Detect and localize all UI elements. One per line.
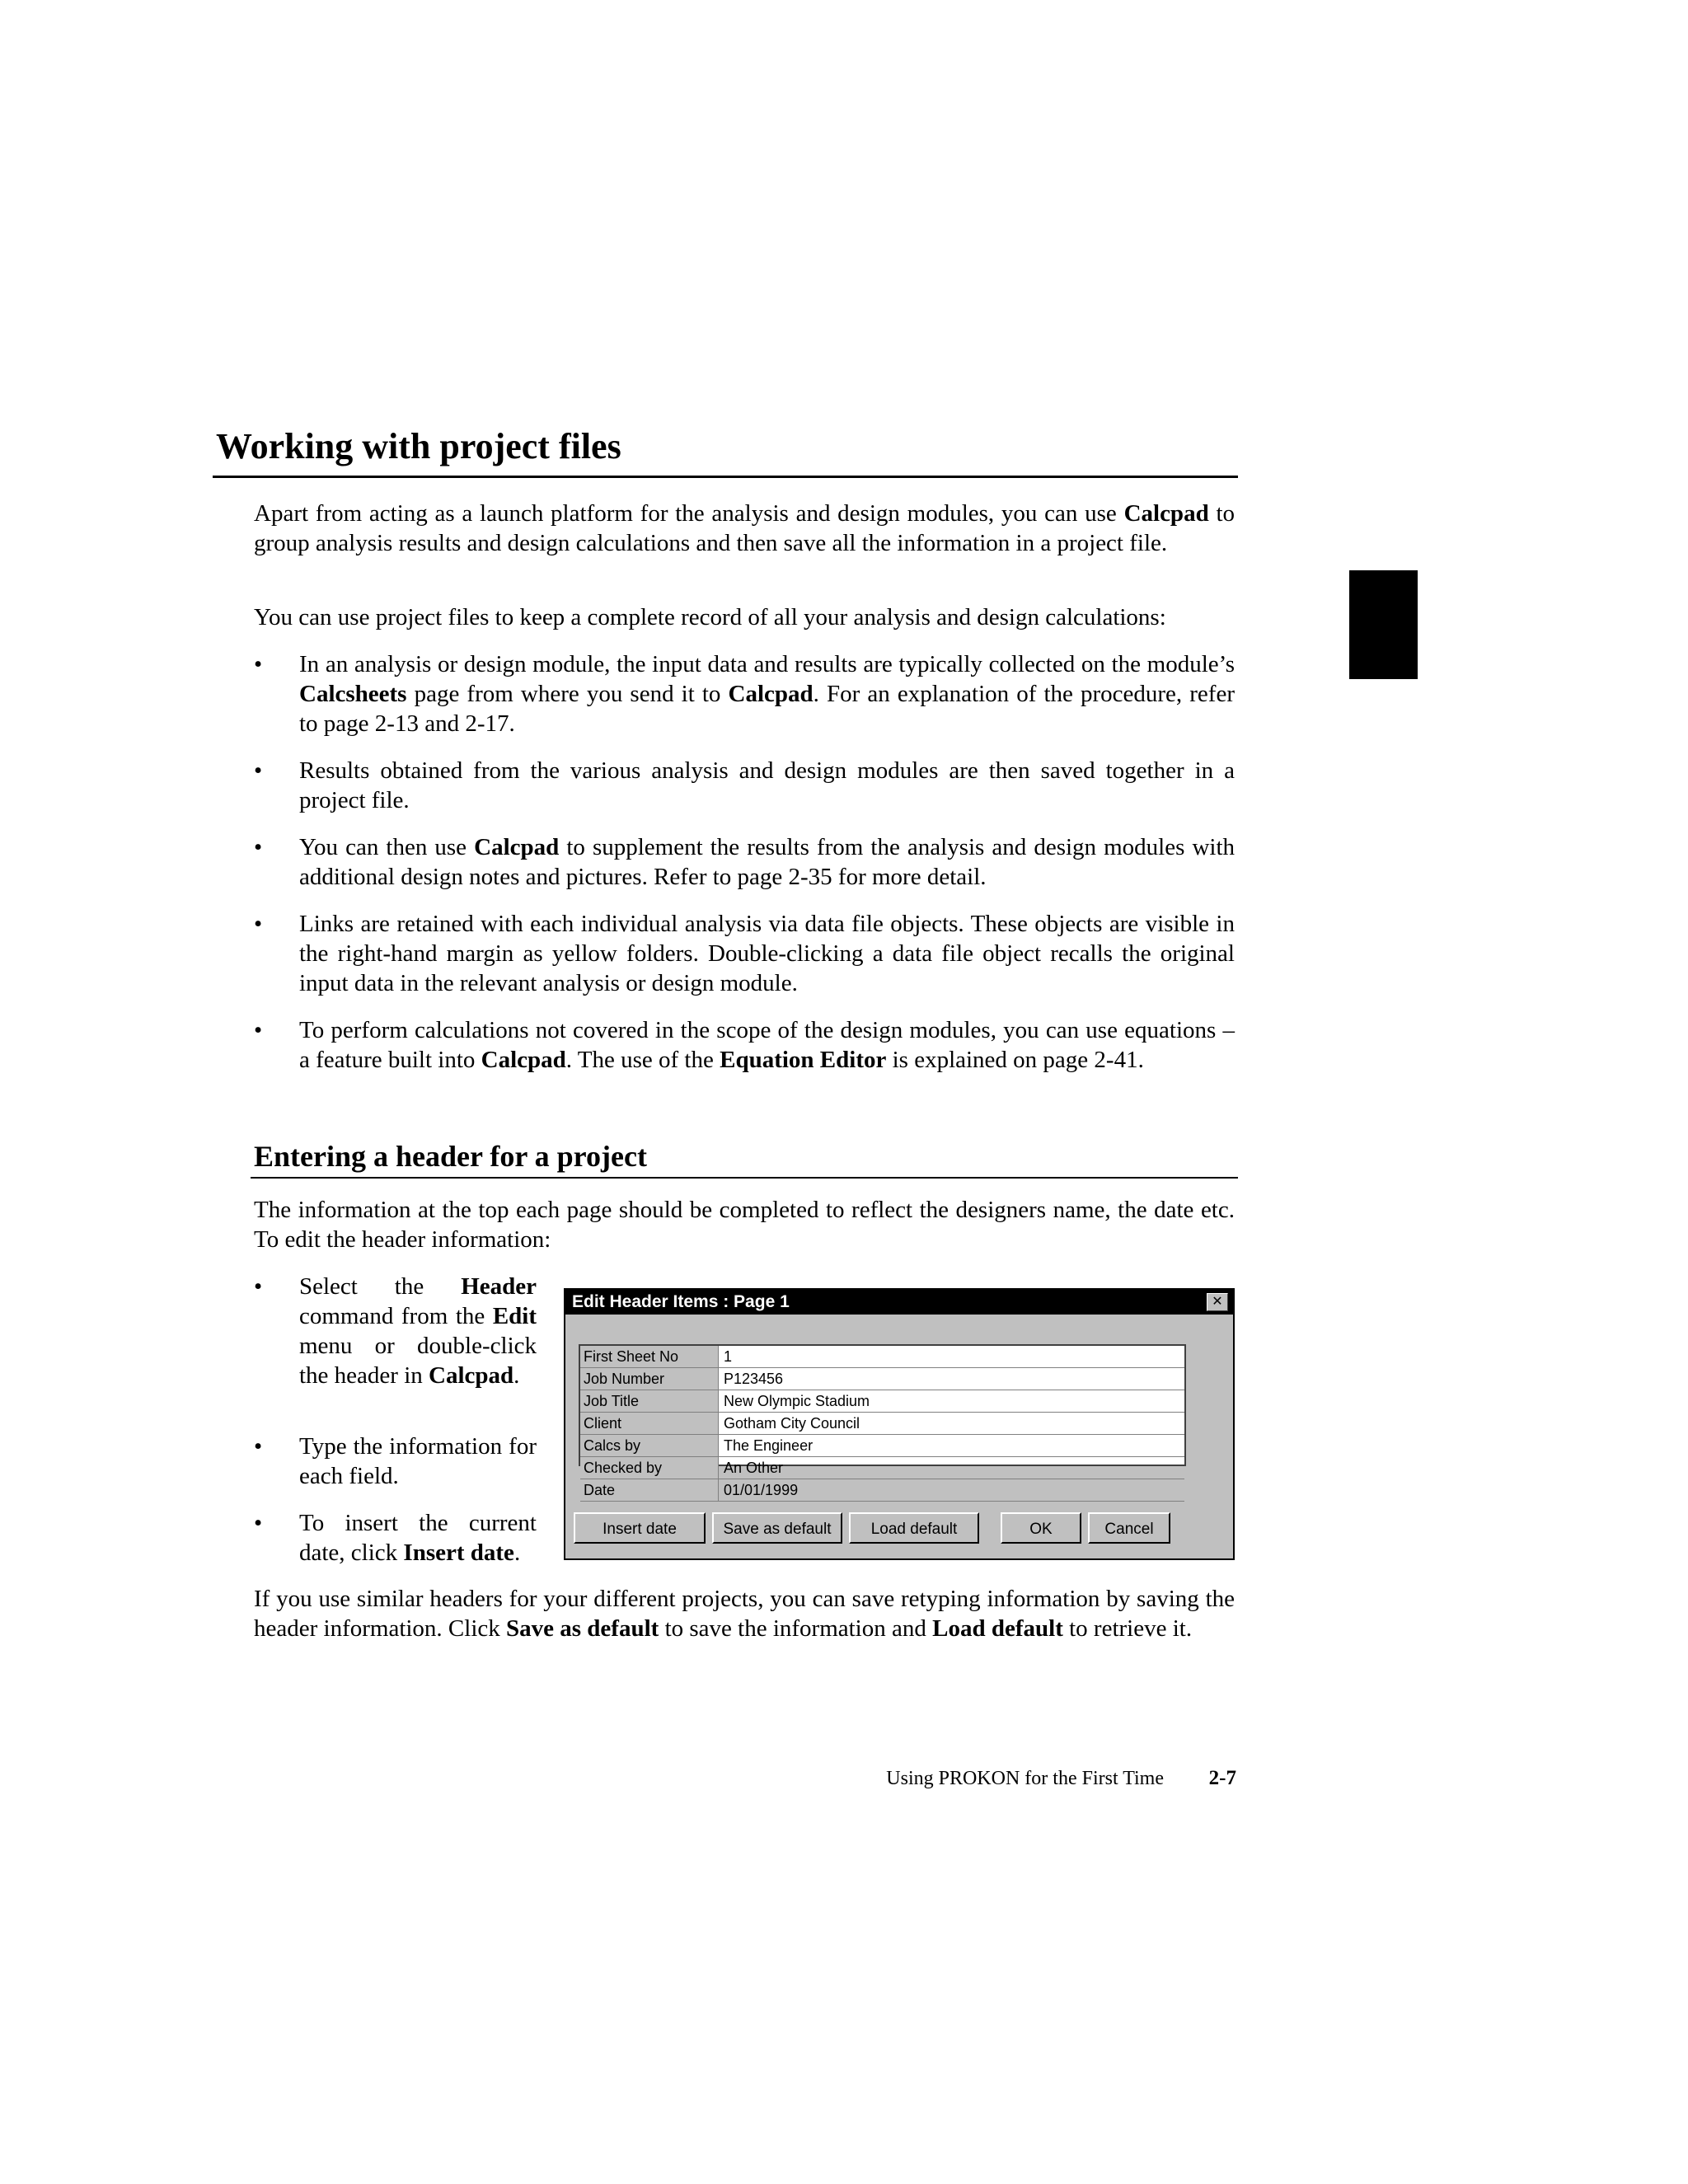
running-footer: Using PROKON for the First Time	[886, 1768, 1164, 1789]
ok-button[interactable]: OK	[1001, 1512, 1081, 1544]
section-heading: Working with project files	[216, 426, 621, 466]
table-row	[580, 1413, 1184, 1435]
intro-paragraph-2: You can use project files to keep a complete record of all your analysis and design calculations:	[254, 604, 1166, 630]
section-heading-rule	[213, 476, 1238, 478]
edit-header-dialog	[564, 1288, 1235, 1560]
bullet-glyph: •	[254, 1433, 263, 1460]
field-value-input[interactable]: New Olympic Stadium	[724, 1393, 870, 1409]
field-value-input[interactable]: 01/01/1999	[724, 1482, 799, 1498]
field-label: Date	[580, 1479, 719, 1501]
table-row	[580, 1479, 1184, 1502]
bullet-glyph: •	[254, 834, 263, 860]
intro-paragraph-1: Apart from acting as a launch platform for the analysis and design modules, you can use Calcpad to group analysis results and design calculations and then save all the information in a project file.	[254, 500, 1236, 556]
field-value-input[interactable]: An Other	[724, 1460, 784, 1476]
bullet-glyph: •	[254, 911, 263, 937]
cancel-button[interactable]: Cancel	[1088, 1512, 1170, 1544]
page-number: 2-7	[1208, 1767, 1236, 1789]
subsection-intro: The information at the top each page should be completed to reflect the designers name, the date etc. To edit the header information:	[254, 1197, 1235, 1253]
insert-date-button[interactable]: Insert date	[574, 1512, 706, 1544]
load-default-button[interactable]: Load default	[849, 1512, 979, 1544]
field-value-input[interactable]: The Engineer	[724, 1437, 814, 1454]
dialog-titlebar	[565, 1290, 1233, 1315]
bullet-glyph: •	[254, 757, 263, 784]
list-item-text: In an analysis or design module, the input data and results are typically collected on the module’s Calcsheets page from where you send it to Calcpad. For an explanation of the procedure, refer to page 2-13 and 2-17.	[299, 651, 1235, 737]
subsection-heading-rule	[251, 1177, 1238, 1179]
bullet-glyph: •	[254, 651, 263, 677]
field-value-input[interactable]: Gotham City Council	[724, 1415, 860, 1432]
field-value-input[interactable]: 1	[724, 1348, 733, 1365]
list-item-text: You can then use Calcpad to supplement the results from the analysis and design modules with additional design notes and pictures. Refer to page 2-35 for more detail.	[299, 834, 1235, 890]
table-row	[580, 1390, 1184, 1413]
field-label: Calcs by	[580, 1435, 719, 1456]
bullet-glyph: •	[254, 1510, 263, 1536]
list-item-text: To insert the current date, click Insert date.	[299, 1510, 537, 1566]
header-fields-grid	[579, 1344, 1186, 1498]
chapter-tab-marker	[1349, 570, 1418, 679]
dialog-title: Edit Header Items : Page 1	[572, 1292, 790, 1311]
subsection-heading: Entering a header for a project	[254, 1140, 647, 1173]
list-item-text: Results obtained from the various analysis and design modules are then saved together in a project file.	[299, 757, 1235, 813]
close-icon[interactable]: ✕	[1207, 1293, 1228, 1311]
field-value-input[interactable]: P123456	[724, 1371, 784, 1387]
field-label: Job Number	[580, 1368, 719, 1390]
bullet-glyph: •	[254, 1017, 263, 1043]
table-row	[580, 1457, 1184, 1479]
field-label: Checked by	[580, 1457, 719, 1479]
list-item-text: Links are retained with each individual analysis via data file objects. These objects are visible in the right-hand margin as yellow folders. Double-clicking a data file object recalls the original input data in the relevant analysis or design module.	[299, 911, 1235, 996]
save-as-default-button[interactable]: Save as default	[712, 1512, 842, 1544]
table-row	[580, 1346, 1184, 1368]
field-label: First Sheet No	[580, 1346, 719, 1367]
list-item-text: Type the information for each field.	[299, 1433, 537, 1489]
field-label: Client	[580, 1413, 719, 1434]
table-row	[580, 1368, 1184, 1390]
field-label: Job Title	[580, 1390, 719, 1412]
table-row	[580, 1435, 1184, 1457]
closing-paragraph: If you use similar headers for your different projects, you can save retyping information by saving the header information. Click Save as default to save the information and Load default to retrieve it.	[254, 1586, 1235, 1642]
list-item-text: Select the Header command from the Edit menu or double-click the header in Calcpad.	[299, 1273, 537, 1389]
list-item-text: To perform calculations not covered in the scope of the design modules, you can use equations – a feature built into Calcpad. The use of the Equation Editor is explained on page 2-41.	[299, 1017, 1235, 1073]
bullet-glyph: •	[254, 1273, 263, 1300]
